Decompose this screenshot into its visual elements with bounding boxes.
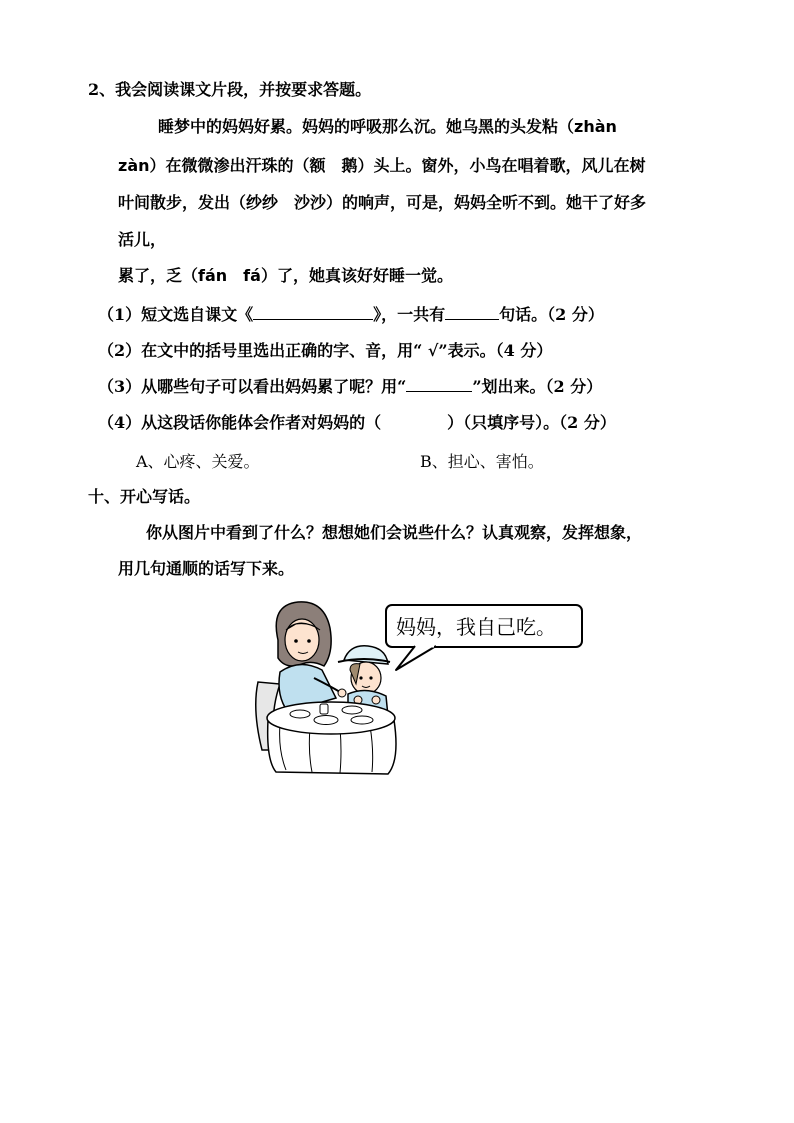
section-10-title: 十、开心写话。 [88, 487, 201, 506]
question-1: （1）短文选自课文《 》，一共有 句话。（2 分） [98, 305, 604, 324]
writing-prompt-line-1: 你从图片中看到了什么？想想她们会说些什么？认真观察，发挥想象， [146, 523, 643, 542]
dining-table [267, 702, 396, 774]
section-2-title: 2、我会阅读课文片段，并按要求答题。 [88, 80, 372, 99]
pinyin-zan: zàn [118, 156, 150, 175]
pinyin-fan-fa: fán fá [198, 266, 261, 285]
option-b: B、担心、害怕。 [420, 452, 544, 471]
underline-sample [406, 377, 472, 392]
option-a: A、心疼、关爱。 [136, 452, 260, 471]
passage-line-2: zàn）在微微渗出汗珠的（额 鹅）头上。窗外，小鸟在唱着歌，风儿在树 [118, 156, 646, 175]
passage-line-3: 叶间散步，发出（纱纱 沙沙）的响声，可是，妈妈全听不到。她干了好多 [118, 193, 647, 212]
writing-prompt-line-2: 用几句通顺的话写下来。 [118, 559, 295, 578]
question-2: （2）在文中的括号里选出正确的字、音，用“ √”表示。（4 分） [98, 341, 553, 360]
question-3: （3）从哪些句子可以看出妈妈累了呢？用“ ”划出来。（2 分） [98, 377, 603, 396]
passage-line-5: 累了，乏（fán fá）了，她真该好好睡一觉。 [118, 266, 453, 285]
pinyin-zhan: zhàn [574, 117, 617, 136]
blank-lesson-title[interactable] [253, 305, 373, 320]
passage-line-1: 睡梦中的妈妈好累。妈妈的呼吸那么沉。她乌黑的头发粘（zhàn [158, 117, 617, 136]
mother-figure [276, 602, 346, 712]
passage-line-4: 活儿， [118, 230, 167, 249]
blank-sentence-count[interactable] [445, 305, 499, 320]
question-4: （4）从这段话你能体会作者对妈妈的（ ）（只填序号）。（2 分） [98, 413, 616, 432]
mother-child-illustration [240, 600, 600, 780]
speech-bubble-text: 妈妈，我自己吃。 [396, 615, 556, 639]
speech-bubble [386, 605, 582, 670]
